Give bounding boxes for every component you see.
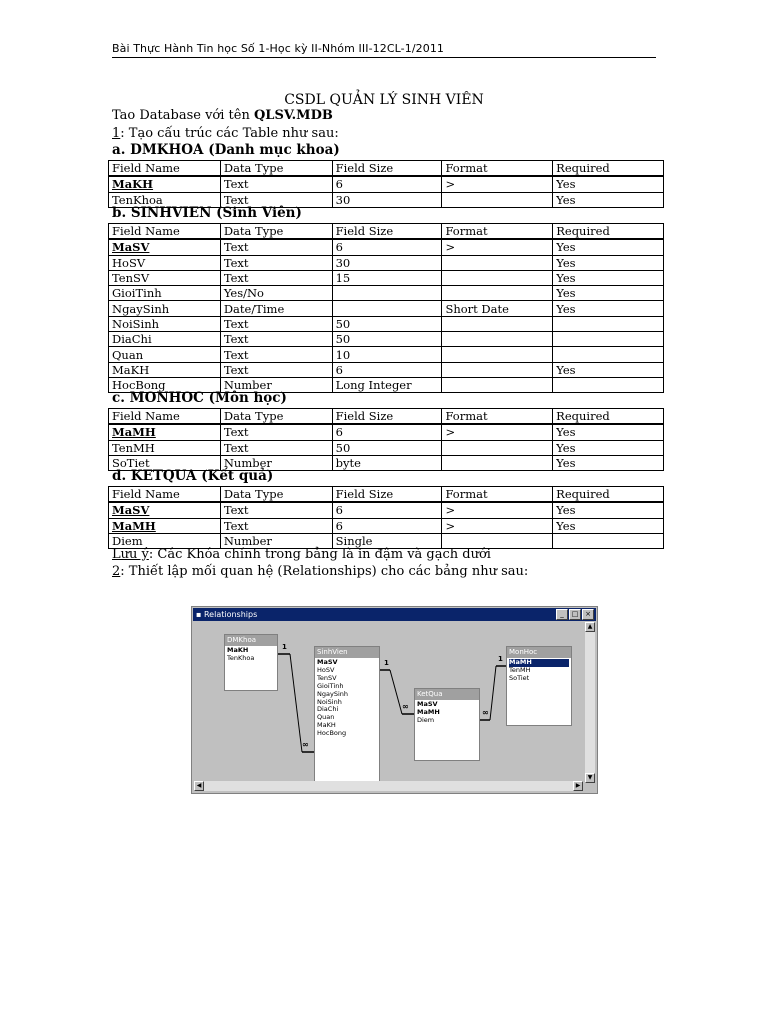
table-cell: Yes <box>553 518 664 533</box>
step-2-text: : Thiết lập mối quan hệ (Relationships) cho các bảng như sau: <box>120 564 529 579</box>
rel-table-title[interactable]: KetQua <box>415 689 479 700</box>
database-name: QLSV.MDB <box>253 108 333 123</box>
table-cell: > <box>442 424 553 440</box>
field-name-cell: TenSV <box>109 270 221 285</box>
rel-one-label-dmkhoa: 1 <box>282 643 287 651</box>
table-cell <box>553 332 664 347</box>
table-cell: 6 <box>332 362 442 377</box>
table-cell: 30 <box>332 192 442 207</box>
table-ketqua <box>108 486 664 549</box>
rel-one-label-monhoc: 1 <box>498 655 503 663</box>
table-cell <box>442 440 553 455</box>
table-cell: byte <box>332 455 442 470</box>
field-name-cell: HocBong <box>109 377 221 392</box>
rel-line-ketqua-monhoc <box>490 666 496 720</box>
table-cell: Yes <box>553 239 664 255</box>
table-cell: Single <box>332 533 442 548</box>
table-cell: > <box>442 518 553 533</box>
table-cell: Text <box>220 440 332 455</box>
scroll-left-button[interactable]: ◀ <box>194 781 204 791</box>
table-cell <box>442 455 553 470</box>
column-header: Field Name <box>109 487 221 503</box>
table-cell <box>553 377 664 392</box>
table-cell: Text <box>220 362 332 377</box>
table-cell: Text <box>220 239 332 255</box>
rel-table-dmkhoa[interactable] <box>224 634 278 691</box>
rel-field-item[interactable]: Diem <box>417 715 435 724</box>
table-cell: Short Date <box>442 301 553 316</box>
step-1-number: 1 <box>112 126 121 141</box>
table-cell: Text <box>220 192 332 207</box>
table-cell <box>442 192 553 207</box>
close-button[interactable]: × <box>582 609 594 620</box>
table-dmkhoa <box>108 160 664 208</box>
field-name-cell: TenKhoa <box>109 192 221 207</box>
note-label: Lưu ý <box>112 547 149 562</box>
column-header: Data Type <box>220 161 332 177</box>
table-row <box>109 286 664 301</box>
table-cell <box>442 362 553 377</box>
rel-field-item[interactable]: TenSV <box>317 673 337 682</box>
rel-many-label-sinhvien: ∞ <box>302 740 309 749</box>
relationships-title: Relationships <box>203 610 258 619</box>
table-cell: Long Integer <box>332 377 442 392</box>
table-cell: Number <box>220 533 332 548</box>
rel-one-label-sinhvien: 1 <box>384 659 389 667</box>
field-name-cell: TenMH <box>109 440 221 455</box>
rel-field-item[interactable]: NoiSinh <box>317 697 342 706</box>
column-header: Data Type <box>220 409 332 425</box>
rel-field-list[interactable] <box>507 658 571 684</box>
table-cell: 30 <box>332 255 442 270</box>
table-header-row <box>109 224 664 240</box>
table-cell: Text <box>220 316 332 331</box>
table-cell <box>442 270 553 285</box>
table-cell: Yes <box>553 255 664 270</box>
column-header: Format <box>442 409 553 425</box>
column-header: Data Type <box>220 224 332 240</box>
table-cell: Text <box>220 270 332 285</box>
table-cell <box>442 255 553 270</box>
rel-table-title[interactable]: SinhVien <box>315 647 379 658</box>
rel-field-item[interactable]: GioiTinh <box>317 681 344 690</box>
relationships-window <box>191 606 598 794</box>
rel-field-item[interactable]: HocBong <box>317 729 347 738</box>
rel-field-item[interactable]: MaKH <box>227 646 249 654</box>
field-name-cell: DiaChi <box>109 332 221 347</box>
document-title: CSDL QUẢN LÝ SINH VIÊN <box>284 92 484 108</box>
table-cell: Text <box>220 255 332 270</box>
rel-field-item[interactable]: MaKH <box>317 721 336 730</box>
table-cell: Yes <box>553 455 664 470</box>
field-name-cell: Quan <box>109 347 221 362</box>
rel-line-sinhvien-ketqua <box>390 670 402 714</box>
rel-field-item[interactable]: Quan <box>317 713 335 722</box>
field-name-cell: NoiSinh <box>109 316 221 331</box>
table-cell: 6 <box>332 518 442 533</box>
table-cell: Text <box>220 502 332 518</box>
table-cell: 6 <box>332 502 442 518</box>
table-cell <box>442 332 553 347</box>
table-sinhvien <box>108 223 664 393</box>
field-name-cell: SoTiet <box>109 455 221 470</box>
table-cell <box>553 316 664 331</box>
rel-many-label-ketqua-masv: ∞ <box>402 702 409 711</box>
note-text: : Các Khóa chính trong bảng là in đậm và gạch dưới <box>148 547 491 562</box>
column-header: Field Size <box>332 487 442 503</box>
field-name-cell: MaKH <box>109 176 221 192</box>
table-row <box>109 255 664 270</box>
table-cell: Text <box>220 332 332 347</box>
rel-table-title[interactable]: MonHoc <box>507 647 571 658</box>
intro-line <box>112 108 333 123</box>
table-cell <box>442 347 553 362</box>
column-header: Required <box>553 487 664 503</box>
minimize-button[interactable]: _ <box>556 609 568 620</box>
relationships-titlebar <box>193 608 596 621</box>
table-header-row <box>109 409 664 425</box>
table-cell <box>553 533 664 548</box>
relationships-canvas <box>194 622 583 783</box>
table-header-row <box>109 161 664 177</box>
rel-table-monhoc[interactable] <box>506 646 572 726</box>
column-header: Required <box>553 224 664 240</box>
section-heading-monhoc: c. MONHOC (Môn học) <box>112 390 287 406</box>
column-header: Field Name <box>109 409 221 425</box>
section-heading-sinhvien: b. SINHVIEN (Sinh Viên) <box>112 205 302 221</box>
table-cell: Yes <box>553 270 664 285</box>
rel-table-title[interactable]: DMKhoa <box>225 635 277 646</box>
step-1-line <box>112 126 339 141</box>
table-cell: Date/Time <box>220 301 332 316</box>
field-name-cell: MaMH <box>109 518 221 533</box>
table-cell: Yes <box>553 440 664 455</box>
table-row <box>109 239 664 255</box>
rel-field-item[interactable]: MaSV <box>417 700 438 708</box>
table-cell: > <box>442 502 553 518</box>
window-menu-icon[interactable]: ▪ <box>196 610 202 619</box>
table-cell <box>332 286 442 301</box>
maximize-button[interactable]: □ <box>569 609 581 620</box>
table-cell: 50 <box>332 316 442 331</box>
table-cell: Number <box>220 455 332 470</box>
table-row <box>109 502 664 518</box>
rel-field-list[interactable] <box>225 646 277 664</box>
table-row <box>109 518 664 533</box>
table-cell: Yes <box>553 362 664 377</box>
column-header: Required <box>553 409 664 425</box>
table-cell <box>442 377 553 392</box>
table-cell: Yes/No <box>220 286 332 301</box>
vertical-scrollbar[interactable] <box>585 622 595 783</box>
column-header: Field Size <box>332 161 442 177</box>
table-cell: > <box>442 239 553 255</box>
rel-field-item[interactable]: MaMH <box>417 707 440 716</box>
column-header: Format <box>442 487 553 503</box>
table-row <box>109 440 664 455</box>
table-cell: 6 <box>332 239 442 255</box>
table-row <box>109 301 664 316</box>
table-cell: 50 <box>332 332 442 347</box>
page-header: Bài Thực Hành Tin học Số 1-Học kỳ II-Nhóm III-12CL-1/2011 <box>112 42 656 58</box>
table-cell: 6 <box>332 176 442 192</box>
field-name-cell: MaKH <box>109 362 221 377</box>
note-line <box>112 547 491 562</box>
rel-field-item[interactable]: DiaChi <box>317 705 339 714</box>
table-cell: Number <box>220 377 332 392</box>
table-header-row <box>109 487 664 503</box>
table-cell: 10 <box>332 347 442 362</box>
step-1-text: : Tạo cấu trúc các Table như sau: <box>120 126 339 141</box>
table-cell: Yes <box>553 301 664 316</box>
table-cell <box>442 286 553 301</box>
rel-field-item[interactable]: TenMH <box>509 665 531 674</box>
scroll-down-button[interactable]: ▼ <box>585 773 595 783</box>
table-row <box>109 176 664 192</box>
table-row <box>109 347 664 362</box>
table-cell <box>332 301 442 316</box>
column-header: Data Type <box>220 487 332 503</box>
horizontal-scrollbar[interactable] <box>194 781 583 791</box>
table-monhoc <box>108 408 664 471</box>
table-row <box>109 270 664 285</box>
rel-field-list[interactable] <box>315 658 379 739</box>
column-header: Format <box>442 224 553 240</box>
table-cell: Yes <box>553 176 664 192</box>
scroll-up-button[interactable]: ▲ <box>585 622 595 632</box>
table-cell: Yes <box>553 424 664 440</box>
rel-line-dmkhoa-sinhvien <box>290 654 302 752</box>
table-cell: Text <box>220 518 332 533</box>
rel-field-list[interactable] <box>415 700 479 726</box>
rel-field-item[interactable]: MaSV <box>317 658 338 666</box>
table-cell: Yes <box>553 502 664 518</box>
field-name-cell: MaSV <box>109 502 221 518</box>
table-cell <box>442 316 553 331</box>
step-2-number: 2 <box>112 564 121 579</box>
column-header: Format <box>442 161 553 177</box>
rel-field-item[interactable]: TenKhoa <box>227 653 255 662</box>
column-header: Field Name <box>109 224 221 240</box>
scroll-right-button[interactable]: ▶ <box>573 781 583 791</box>
field-name-cell: MaSV <box>109 239 221 255</box>
section-heading-dmkhoa: a. DMKHOA (Danh mục khoa) <box>112 142 340 158</box>
table-cell: Text <box>220 176 332 192</box>
table-row <box>109 332 664 347</box>
rel-field-item[interactable]: HoSV <box>317 665 335 674</box>
rel-table-ketqua[interactable] <box>414 688 480 761</box>
field-name-cell: HoSV <box>109 255 221 270</box>
rel-many-label-ketqua-mamh: ∞ <box>482 708 489 717</box>
table-cell <box>553 347 664 362</box>
field-name-cell: MaMH <box>109 424 221 440</box>
column-header: Required <box>553 161 664 177</box>
step-2-line <box>112 564 528 579</box>
field-name-cell: GioiTinh <box>109 286 221 301</box>
table-row <box>109 316 664 331</box>
table-cell: > <box>442 176 553 192</box>
table-cell: Yes <box>553 192 664 207</box>
rel-field-item[interactable]: SoTiet <box>509 673 530 682</box>
field-name-cell: NgaySinh <box>109 301 221 316</box>
column-header: Field Size <box>332 224 442 240</box>
section-heading-ketqua: d. KETQUA (Kết quả) <box>112 468 274 484</box>
table-cell: 50 <box>332 440 442 455</box>
column-header: Field Name <box>109 161 221 177</box>
field-name-cell: Diem <box>109 533 221 548</box>
table-cell: 6 <box>332 424 442 440</box>
table-cell: Yes <box>553 286 664 301</box>
table-row <box>109 424 664 440</box>
rel-field-item[interactable]: MaMH <box>509 659 569 667</box>
rel-table-sinhvien[interactable] <box>314 646 380 782</box>
table-cell: Text <box>220 424 332 440</box>
column-header: Field Size <box>332 409 442 425</box>
table-row <box>109 362 664 377</box>
intro-prefix: Tao Database với tên <box>112 108 254 123</box>
rel-field-item[interactable]: NgaySinh <box>317 689 348 698</box>
table-cell: Text <box>220 347 332 362</box>
table-cell: 15 <box>332 270 442 285</box>
